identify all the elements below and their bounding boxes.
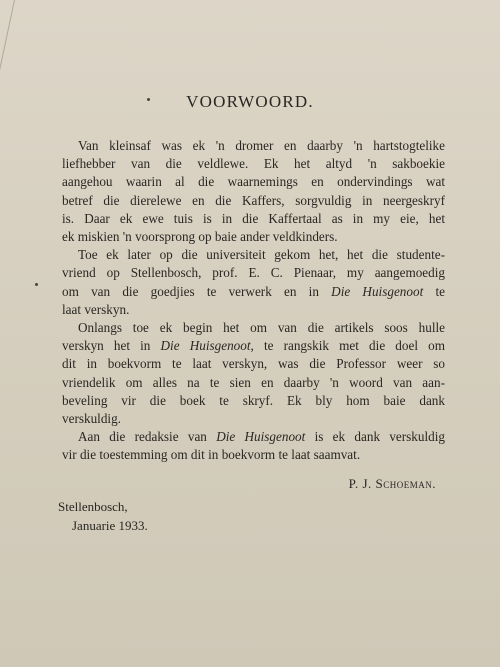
text-line bbox=[62, 446, 445, 464]
place-date-block bbox=[58, 497, 148, 535]
text-segment: verskuldig. bbox=[62, 411, 121, 427]
text-line bbox=[62, 137, 445, 155]
text-segment: vriendelik om alles na te sien en daarby 'n woord van aan- bbox=[62, 374, 445, 390]
place-line: Stellenbosch, bbox=[58, 499, 128, 514]
text-segment: aangehou waarin al die waarnemings en ondervindings wat bbox=[62, 174, 445, 190]
text-line bbox=[62, 228, 445, 246]
text-line bbox=[62, 410, 445, 428]
magazine-title: Die Huisgenoot bbox=[160, 338, 251, 354]
text-line bbox=[62, 428, 445, 446]
text-line bbox=[62, 355, 445, 373]
author-signature bbox=[349, 476, 436, 492]
text-line bbox=[62, 192, 445, 210]
text-segment: Toe ek later op die universiteit gekom het, het die studente- bbox=[78, 247, 445, 263]
text-segment: Aan die redaksie van bbox=[78, 429, 217, 445]
text-line bbox=[62, 319, 445, 337]
text-segment: Van kleinsaf was ek 'n dromer en daarby 'n hartstogtelike bbox=[78, 138, 445, 153]
text-segment: beveling vir die boek te skryf. Ek bly hom baie dank bbox=[62, 392, 445, 408]
text-segment: is. Daar ek ewe tuis is in die Kaffertaal as in my eie, het bbox=[62, 210, 445, 226]
text-segment: betref die dierelewe en die Kaffers, sorgvuldig in neergeskryf bbox=[62, 192, 445, 208]
text-line bbox=[62, 246, 445, 264]
foreword-body bbox=[62, 137, 445, 465]
text-segment: vir die toestemming om dit in boekvorm te laat saamvat. bbox=[62, 447, 361, 463]
paragraph bbox=[62, 137, 445, 246]
text-line bbox=[62, 155, 445, 173]
text-line bbox=[62, 374, 445, 392]
text-segment: , te rangskik met die doel om bbox=[250, 338, 445, 354]
text-line bbox=[62, 173, 445, 191]
author-surname: Schoeman. bbox=[375, 476, 436, 491]
text-segment: liefhebber van die veldlewe. Ek het altyd 'n sakboekie bbox=[62, 156, 445, 172]
text-line bbox=[62, 264, 445, 282]
text-line bbox=[62, 337, 445, 355]
text-segment: laat verskyn. bbox=[62, 301, 130, 317]
paragraph bbox=[62, 246, 445, 319]
date-line: Januarie 1933. bbox=[72, 518, 148, 533]
page-fold-line bbox=[0, 0, 15, 70]
paragraph bbox=[62, 319, 445, 428]
text-line bbox=[62, 210, 445, 228]
magazine-title: Die Huisgenoot bbox=[216, 429, 306, 445]
page-title: VOORWOORD. bbox=[186, 92, 314, 111]
text-line bbox=[62, 392, 445, 410]
text-line bbox=[62, 301, 445, 319]
author-initials: P. J. bbox=[348, 476, 376, 491]
text-segment: is ek dank verskuldig bbox=[305, 429, 445, 445]
ink-speck bbox=[35, 283, 38, 286]
text-segment: vriend op Stellenbosch, prof. E. C. Pienaar, my aangemoedig bbox=[62, 265, 445, 281]
text-segment: te bbox=[423, 283, 445, 299]
paragraph bbox=[62, 428, 445, 464]
magazine-title: Die Huisgenoot bbox=[331, 283, 424, 299]
text-segment: Onlangs toe ek begin het om van die artikels soos hulle bbox=[78, 320, 445, 336]
text-segment: verskyn het in bbox=[62, 338, 161, 354]
text-segment: dit in boekvorm te laat verskyn, was die Professor weer so bbox=[62, 356, 445, 372]
text-line bbox=[62, 283, 445, 301]
text-segment: om van die goedjies te verwerk en in bbox=[62, 283, 332, 299]
text-segment: ek miskien 'n voorsprong op baie ander veldkinders. bbox=[62, 229, 338, 245]
